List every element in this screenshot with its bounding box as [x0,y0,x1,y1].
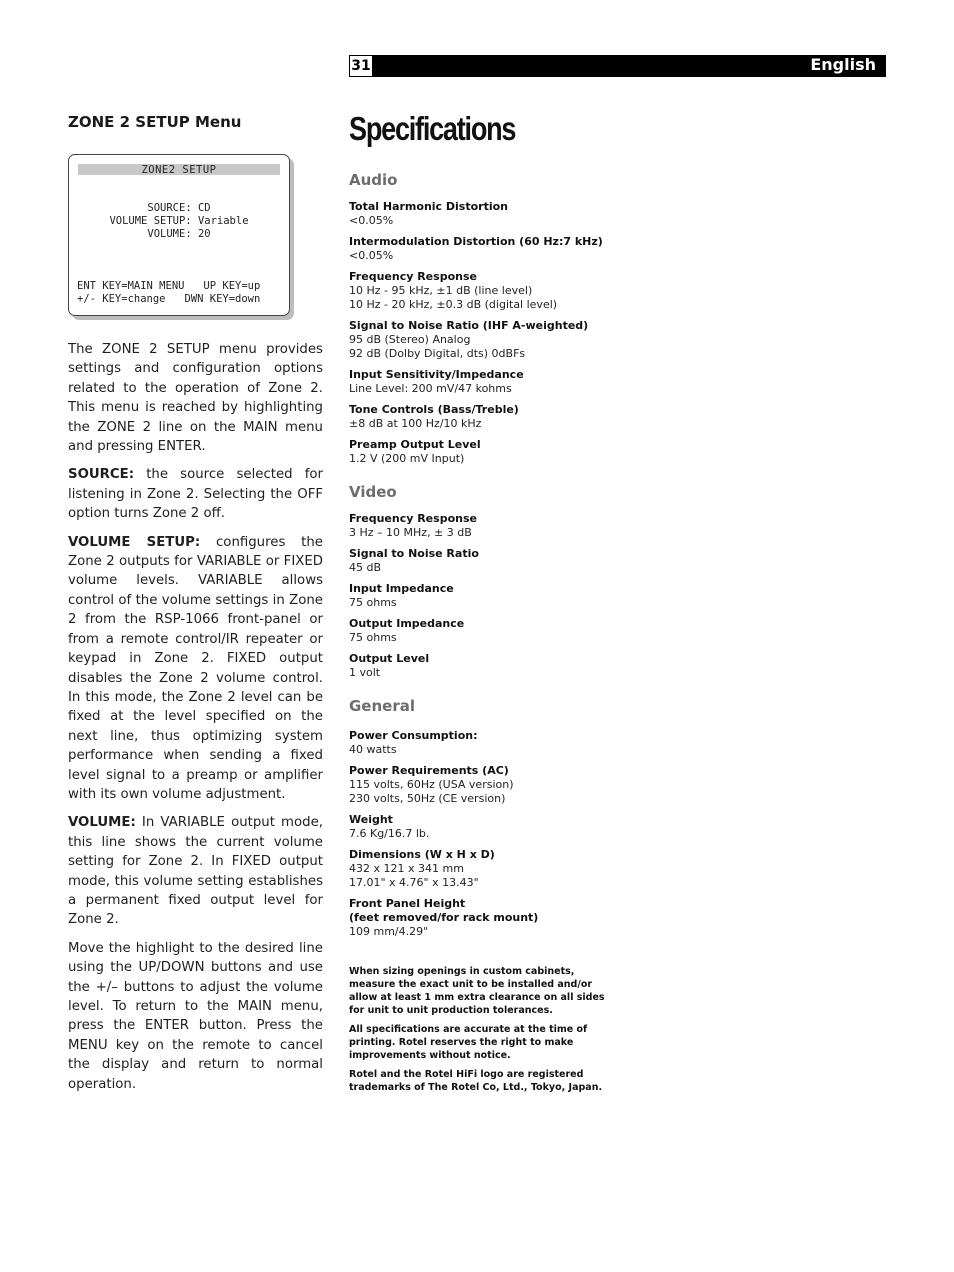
spec-imd [349,235,609,263]
osd-heading: ZONE2 SETUP [78,164,280,175]
spec-value: 10 Hz - 20 kHz, ±0.3 dB (digital level) [349,298,558,311]
spec-label: Input Impedance [349,582,454,595]
spec-value: Line Level: 200 mV/47 kohms [349,382,512,395]
spec-value: 75 ohms [349,631,397,644]
spec-power-consumption [349,729,609,757]
volume-setup-text: configures the Zone 2 outputs for VARIABLE or FIXED volume levels. VARIABLE allows control of the volume settings in Zone 2 from the RSP-1066 front-panel or from a remote control/IR repeater or keypad in Zone 2. FIXED output disables the Zone 2 volume control. In this mode, the Zone 2 level can be fixed at the level specified on the next line, thus optimizing system performance when sending a fixed level signal to a preamp or amplifier with its own volume adjustment. [68,534,323,802]
spec-label: Signal to Noise Ratio (IHF A-weighted) [349,319,589,332]
note-cabinet-sizing: When sizing openings in custom cabinets, measure the exact unit to be installed and/or allow at least 1 mm extra clearance on all sides for unit to unit production tolerances. [349,966,605,1016]
osd-line-volume-setup: VOLUME SETUP: Variable [109,215,249,227]
spec-tone-controls [349,403,609,431]
spec-value: 75 ohms [349,596,397,609]
spec-value: 7.6 Kg/16.7 lb. [349,827,430,840]
audio-heading: Audio [349,171,398,189]
spec-value: 95 dB (Stereo) Analog [349,333,471,346]
spec-notes [349,965,609,1094]
spec-value: 40 watts [349,743,397,756]
spec-label: Preamp Output Level [349,438,481,451]
spec-value: <0.05% [349,249,394,262]
osd-settings [69,202,289,241]
specifications-title: Specifications [349,110,516,147]
spec-thd [349,200,609,228]
spec-value: 109 mm/4.29" [349,925,429,938]
osd-line-source: SOURCE: CD [147,202,211,214]
volume-paragraph [68,813,323,929]
volume-label: VOLUME: [68,815,136,831]
source-label: SOURCE: [68,467,135,483]
spec-front-panel-height [349,897,609,939]
spec-label: Tone Controls (Bass/Treble) [349,403,519,416]
page-number: 31 [349,55,373,77]
spec-label: Intermodulation Distortion (60 Hz:7 kHz) [349,235,603,248]
spec-value: 92 dB (Dolby Digital, dts) 0dBFs [349,347,526,360]
spec-label: Front Panel Height [349,897,466,910]
spec-value: <0.05% [349,214,394,227]
spec-power-requirements [349,764,609,806]
zone2-section [68,110,323,1092]
spec-value: 10 Hz - 95 kHz, ±1 dB (line level) [349,284,533,297]
spec-label: Output Level [349,652,430,665]
spec-label-secondary: (feet removed/for rack mount) [349,911,539,924]
spec-preamp-output [349,438,609,466]
spec-label: Power Requirements (AC) [349,764,509,777]
spec-frequency-response [349,270,609,312]
osd-key-line-1: ENT KEY=MAIN MENU UP KEY=up [77,280,261,292]
volume-text: In VARIABLE output mode, this line shows the current volume setting for Zone 2. In FIXED output mode, this volume setting establishes a permanent fixed output level for Zone 2. [68,815,323,928]
spec-value: 230 volts, 50Hz (CE version) [349,792,506,805]
spec-label: Signal to Noise Ratio [349,547,479,560]
note-accuracy: All specifications are accurate at the time of printing. Rotel reserves the right to make improvements without notice. [349,1024,588,1061]
spec-value: ±8 dB at 100 Hz/10 kHz [349,417,482,430]
spec-video-snr [349,547,609,575]
source-text: the source selected for listening in Zone 2. Selecting the OFF option turns Zone 2 off. [68,467,323,522]
header-bar [349,55,886,77]
spec-label: Input Sensitivity/Impedance [349,368,524,381]
spec-value: 17.01" x 4.76" x 13.43" [349,876,479,889]
osd-line-volume: VOLUME: 20 [147,228,211,240]
spec-output-level [349,652,609,680]
specifications-section [349,170,609,1100]
spec-label: Total Harmonic Distortion [349,200,509,213]
spec-dimensions [349,848,609,890]
volume-setup-label: VOLUME SETUP: [68,534,201,550]
spec-weight [349,813,609,841]
spec-label: Power Consumption: [349,729,478,742]
language-label: English [810,55,876,74]
spec-label: Frequency Response [349,270,477,283]
spec-output-impedance [349,617,609,645]
spec-value: 45 dB [349,561,382,574]
zone2-title: ZONE 2 SETUP Menu [68,113,242,131]
intro-paragraph: The ZONE 2 SETUP menu provides settings and configuration options related to the operation of Zone 2. This menu is reached by highlighting the ZONE 2 line on the MAIN menu and pressing ENTER. [68,342,323,455]
video-heading: Video [349,483,397,501]
spec-label: Output Impedance [349,617,465,630]
spec-input-sensitivity [349,368,609,396]
osd-key-legend [77,280,283,306]
osd-screen [68,154,290,316]
spec-label: Weight [349,813,393,826]
spec-label: Frequency Response [349,512,477,525]
spec-video-frequency [349,512,609,540]
spec-label: Dimensions (W x H x D) [349,848,495,861]
closing-paragraph: Move the highlight to the desired line using the UP/DOWN buttons and use the +/– buttons to adjust the volume level. To return to the MAIN menu, press the ENTER button. Press the MENU key on the remote to cancel the display and return to normal operation. [68,940,323,1092]
zone2-body [68,340,323,1103]
volume-setup-paragraph [68,533,323,805]
spec-value: 432 x 121 x 341 mm [349,862,464,875]
source-paragraph [68,465,323,523]
osd-key-line-2: +/- KEY=change DWN KEY=down [77,293,261,305]
spec-value: 1.2 V (200 mV Input) [349,452,465,465]
spec-value: 115 volts, 60Hz (USA version) [349,778,514,791]
general-heading: General [349,697,415,715]
spec-value: 3 Hz – 10 MHz, ± 3 dB [349,526,472,539]
spec-value: 1 volt [349,666,381,679]
note-trademarks: Rotel and the Rotel HiFi logo are registered trademarks of The Rotel Co, Ltd., Tokyo, Japan. [349,1069,603,1093]
spec-snr [349,319,609,361]
spec-input-impedance [349,582,609,610]
